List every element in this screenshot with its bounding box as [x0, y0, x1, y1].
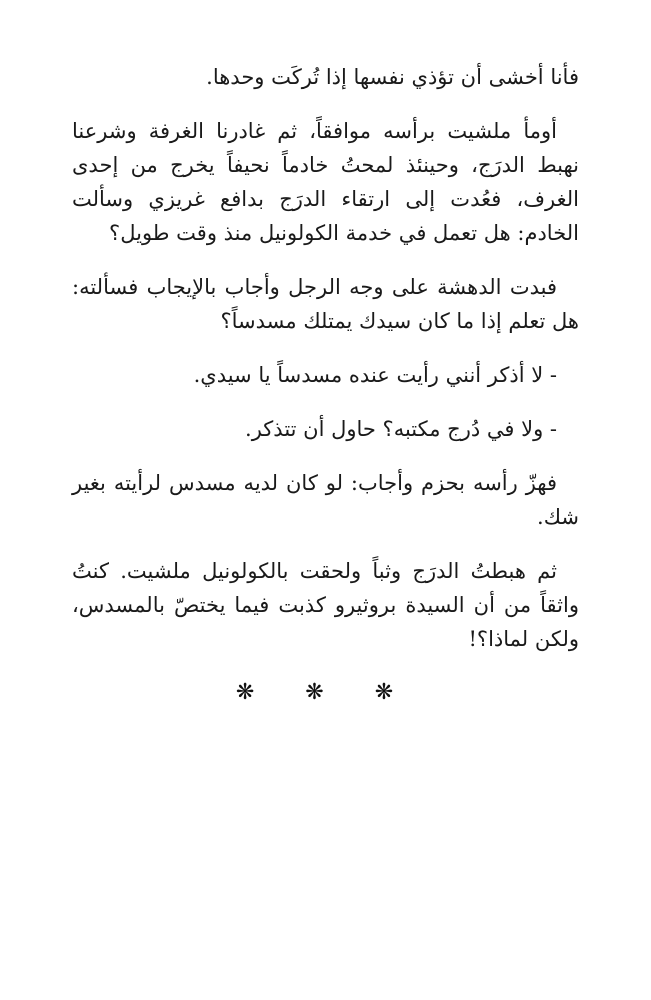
paragraph-melchett-nod: أومأ ملشيت برأسه موافقاً، ثم غادرنا الغرفة وشرعنا نهبط الدرَج، وحينئذ لمحتُ خادماً نحيفاً يخرج من إحدى الغرف، فعُدت إلى ارتقاء الدرَج بدافع غريزي وسألت الخادم: هل تعمل في خدمة الكولونيل منذ وقت طويل؟: [72, 119, 579, 245]
paragraph-servant-question: فبدت الدهشة على وجه الرجل وأجاب بالإيجاب فسألته: هل تعلم إذا ما كان سيدك يمتلك مسدساً؟: [72, 275, 579, 333]
paragraph-descend-stairs: ثم هبطتُ الدرَج وثباً ولحقت بالكولونيل ملشيت. كنتُ واثقاً من أن السيدة بروثيرو كذبت فيما يختصّ بالمسدس، ولكن لماذا؟!: [72, 559, 579, 651]
dialog-line-desk-drawer: - ولا في دُرج مكتبه؟ حاول أن تتذكر.: [245, 417, 557, 441]
dialog-line-no-pistol: - لا أذكر أنني رأيت عنده مسدساً يا سيدي.: [193, 363, 557, 387]
section-break-ornament: ❋ ❋ ❋: [235, 680, 416, 705]
paragraph-continuation: فأنا أخشى أن تؤذي نفسها إذا تُركَت وحدها.: [206, 65, 579, 89]
paragraph-servant-answer: فهزّ رأسه بحزم وأجاب: لو كان لديه مسدس لرأيته بغير شك.: [72, 471, 579, 529]
